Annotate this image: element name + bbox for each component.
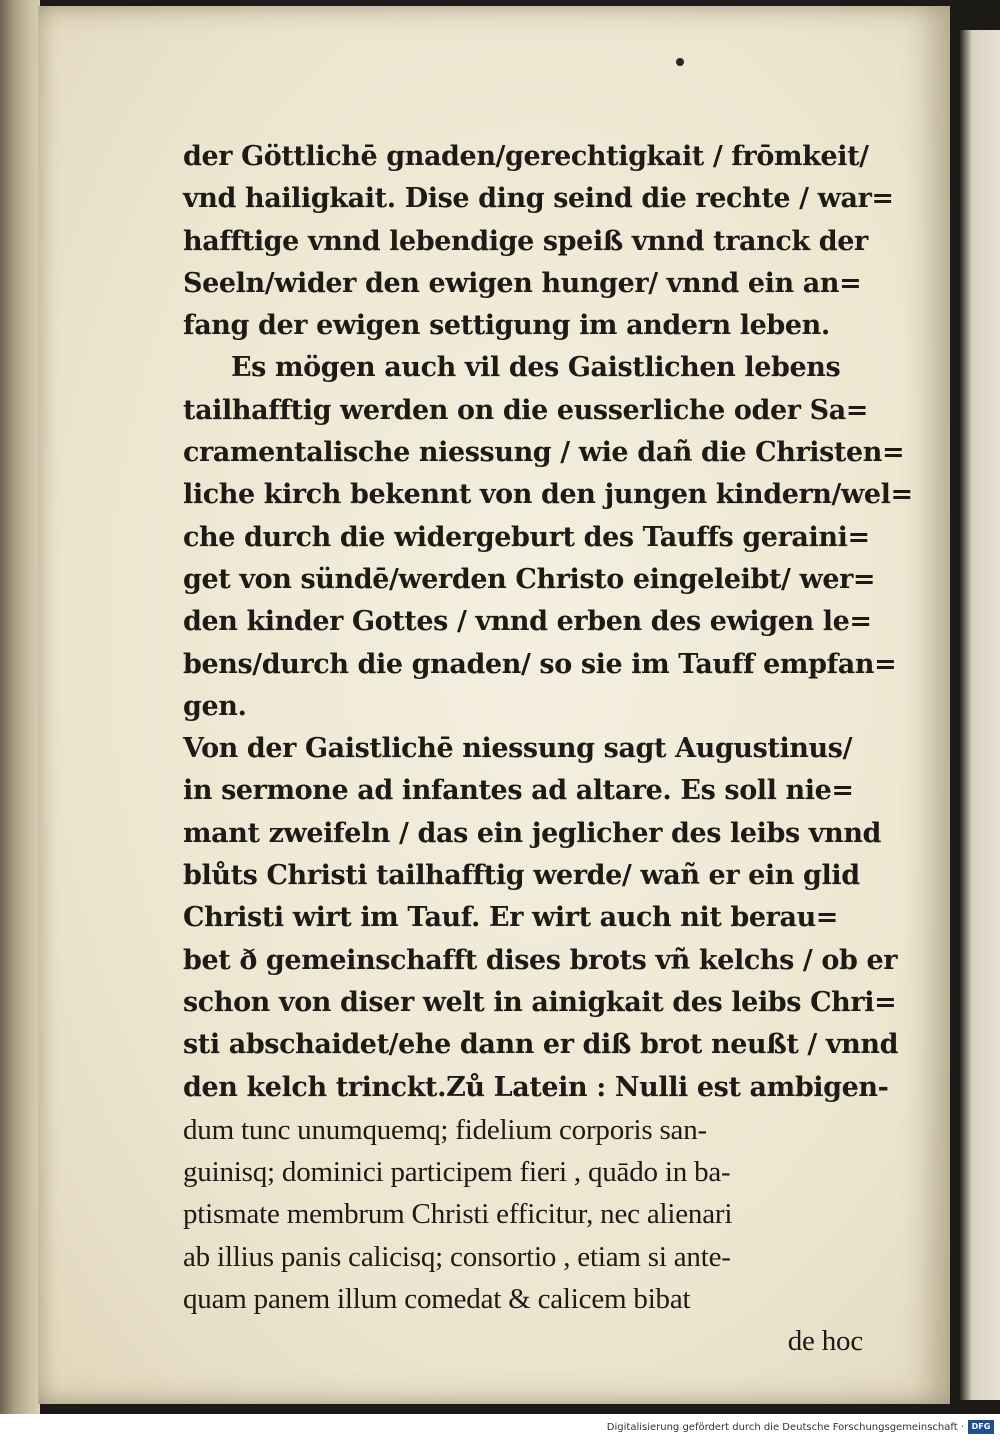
text-line: blůts Christi tailhafftig werde/ wañ er ein glid (183, 860, 860, 892)
facing-page-edge (960, 30, 1000, 1400)
text-line: Christi wirt im Tauf. Er wirt auch nit berau= (183, 902, 839, 934)
text-line: ptismate membrum Christi efficitur, nec alienari (183, 1198, 733, 1231)
catchword: de hoc (787, 1325, 863, 1358)
text-line: che durch die widergeburt des Tauffs geraini= (183, 521, 870, 553)
text-line: der Göttlichē gnaden/gerechtigkait / frōmkeit/ (183, 141, 869, 172)
text-line: dum tunc unumquemq; fidelium corporis san- (183, 1113, 707, 1146)
text-line: quam panem illum comedat & calicem bibat (183, 1283, 691, 1316)
text-line: get von sündē/werden Christo eingeleibt/ wer= (183, 563, 876, 595)
dfg-logo-icon: DFG (968, 1420, 994, 1434)
text-line: gen. (183, 690, 247, 722)
funding-credit: Digitalisierung gefördert durch die Deutsche Forschungsgemeinschaft · (606, 1422, 964, 1433)
text-line: cramentalische niessung / wie dañ die Christen= (183, 437, 905, 469)
text-line: mant zweifeln / das ein jeglicher des leibs vnnd (183, 817, 882, 849)
text-line: bet ð gemeinschafft dises brots vñ kelchs / ob er (183, 944, 898, 976)
text-line: liche kirch bekennt von den jungen kindern/wel= (183, 479, 913, 511)
text-line: Von der Gaistlichē niessung sagt Augustinus/ (183, 733, 853, 765)
footer-bar (0, 1414, 1000, 1441)
text-line: ab illius panis calicisq; consortio , etiam si ante- (183, 1240, 731, 1273)
text-line: Es mögen auch vil des Gaistlichen lebens (231, 352, 841, 384)
text-line: schon von diser welt in ainigkait des leibs Chri= (183, 986, 897, 1018)
text-line: vnd hailigkait. Dise ding seind die rechte / war= (183, 183, 894, 215)
text-line: sti abschaidet/ehe dann er diß brot neußt / vnnd (183, 1029, 899, 1061)
ink-dot (676, 58, 684, 66)
text-line: hafftige vnnd lebendige speiß vnnd tranck der (183, 225, 868, 257)
text-line: fang der ewigen settigung im andern leben. (183, 310, 830, 342)
text-line: Seeln/wider den ewigen hunger/ vnnd ein an= (183, 267, 862, 299)
text-line: tailhafftig werden on die eusserliche oder Sa= (183, 394, 869, 426)
text-line: den kinder Gottes / vnnd erben des ewigen le= (183, 606, 872, 638)
text-line: den kelch trinckt.Zů Latein : Nulli est ambigen- (183, 1071, 889, 1103)
body-text (183, 136, 913, 1363)
text-line: bens/durch die gnaden/ so sie im Tauff empfan= (183, 648, 897, 680)
text-line: guinisq; dominici participem fieri , quādo in ba- (183, 1156, 731, 1189)
book-edge (0, 0, 40, 1414)
text-line: in sermone ad infantes ad altare. Es soll nie= (183, 775, 854, 807)
